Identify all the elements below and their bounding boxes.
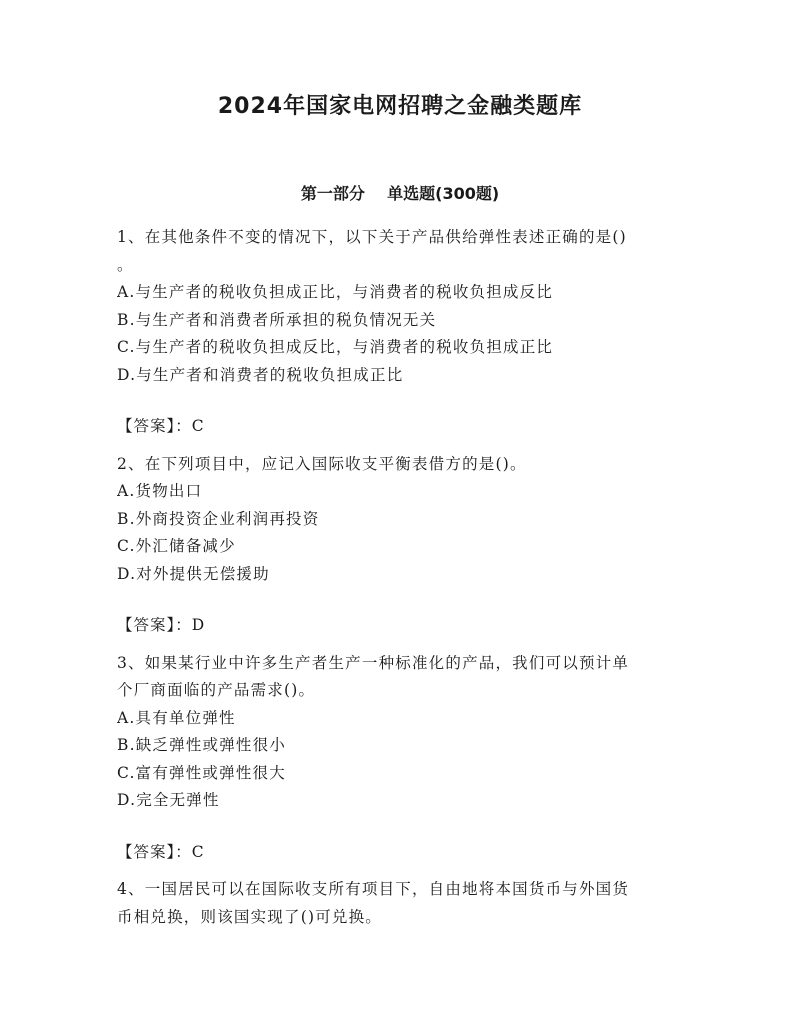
- answer-line: [117, 413, 682, 441]
- option-c: C.富有弹性或弹性很大: [117, 763, 286, 782]
- answer-label: 【答案】：: [117, 417, 192, 435]
- answer-label: 【答案】：: [117, 842, 192, 861]
- option-d: D.完全无弹性: [117, 791, 220, 809]
- question-stem: 2、在下列项目中，应记入国际收支平衡表借方的是()。: [117, 454, 527, 473]
- answer-label: 【答案】：: [117, 616, 192, 634]
- section-title: 第一部分 单选题(300题): [300, 184, 500, 203]
- option-d: D.对外提供无偿援助: [117, 564, 270, 583]
- answer-value: C: [191, 417, 205, 435]
- option-c: C.与生产者的税收负担成反比，与消费者的税收负担成正比: [117, 338, 554, 356]
- option-c: C.外汇储备减少: [117, 537, 236, 555]
- option-a: A.货物出口: [117, 482, 203, 500]
- answer-line: [117, 839, 682, 867]
- question-stem-continued: 币相兑换，则该国实现了()可兑换。: [117, 907, 382, 926]
- question-stem: 4、一国居民可以在国际收支所有项目下，自由地将本国货币与外国货: [117, 880, 630, 898]
- question-stem-continued: 个厂商面临的产品需求()。: [117, 681, 316, 699]
- question-stem: 3、如果某行业中许多生产者生产一种标准化的产品，我们可以预计单: [117, 653, 630, 672]
- question-2: [117, 451, 682, 640]
- option-b: B.外商投资企业利润再投资: [117, 509, 320, 528]
- answer-value: C: [191, 842, 205, 861]
- question-list: [117, 224, 682, 931]
- question-stem-continued: 。: [117, 255, 134, 274]
- option-a: A.具有单位弹性: [117, 708, 236, 727]
- question-stem: 1、在其他条件不变的情况下，以下关于产品供给弹性表述正确的是(): [117, 228, 627, 246]
- option-b: B.缺乏弹性或弹性很小: [117, 736, 287, 754]
- option-d: D.与生产者和消费者的税收负担成正比: [117, 365, 404, 384]
- document-title: 2024年国家电网招聘之金融类题库: [217, 94, 583, 119]
- answer-value: D: [191, 616, 206, 634]
- question-3: [117, 650, 682, 867]
- question-4: [117, 876, 682, 931]
- option-a: A.与生产者的税收负担成正比，与消费者的税收负担成反比: [117, 283, 554, 301]
- answer-line: [117, 612, 682, 640]
- option-b: B.与生产者和消费者所承担的税负情况无关: [117, 310, 437, 329]
- question-1: [117, 224, 682, 441]
